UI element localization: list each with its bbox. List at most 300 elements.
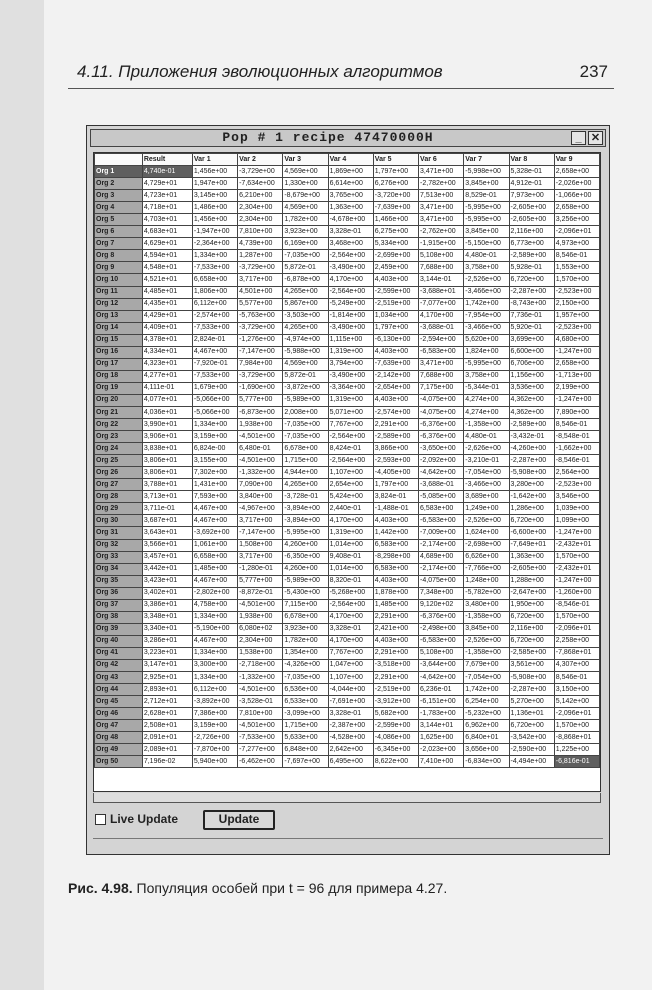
row-header[interactable]: Org 49 xyxy=(95,744,143,756)
table-cell[interactable]: -2,523e+00 xyxy=(554,322,599,334)
table-cell[interactable]: -4,967e+00 xyxy=(238,503,283,515)
table-row[interactable] xyxy=(95,202,600,214)
table-cell[interactable]: 5,620e+00 xyxy=(464,334,509,346)
table-cell[interactable]: 3,845e+00 xyxy=(464,623,509,635)
table-cell[interactable]: 6,112e+00 xyxy=(192,298,237,310)
table-cell[interactable]: 1,456e+00 xyxy=(192,214,237,226)
table-cell[interactable]: 4,467e+00 xyxy=(192,346,237,358)
table-cell[interactable]: -8,548e-01 xyxy=(554,431,599,443)
table-cell[interactable]: 3,386e+01 xyxy=(142,599,192,611)
table-cell[interactable]: -5,085e+00 xyxy=(419,491,464,503)
table-cell[interactable]: -4,528e+00 xyxy=(328,732,373,744)
table-cell[interactable]: 2,440e-01 xyxy=(328,503,373,515)
table-cell[interactable]: -6,816e-01 xyxy=(554,756,599,768)
table-cell[interactable]: 4,274e+00 xyxy=(464,406,509,418)
table-cell[interactable]: 6,480e-01 xyxy=(238,443,283,455)
table-cell[interactable]: 1,319e+00 xyxy=(328,346,373,358)
table-cell[interactable]: 5,328e-01 xyxy=(509,166,554,178)
table-cell[interactable]: 7,196e-02 xyxy=(142,756,192,768)
table-cell[interactable]: 5,777e+00 xyxy=(238,394,283,406)
table-cell[interactable]: 2,712e+01 xyxy=(142,696,192,708)
table-cell[interactable]: -3,892e+00 xyxy=(192,696,237,708)
table-cell[interactable]: 6,626e+00 xyxy=(464,551,509,563)
table-cell[interactable]: -7,533e+00 xyxy=(238,732,283,744)
table-cell[interactable]: 6,533e+00 xyxy=(283,696,328,708)
table-cell[interactable]: 4,435e+01 xyxy=(142,298,192,310)
table-cell[interactable]: 5,142e+00 xyxy=(554,696,599,708)
row-header[interactable]: Org 32 xyxy=(95,539,143,551)
table-cell[interactable]: 2,008e+00 xyxy=(283,406,328,418)
table-cell[interactable]: 5,682e+00 xyxy=(373,708,418,720)
table-cell[interactable]: 8,546e-01 xyxy=(554,672,599,684)
column-header[interactable]: Var 4 xyxy=(328,154,373,166)
table-cell[interactable]: 4,378e+01 xyxy=(142,334,192,346)
table-cell[interactable]: -7,954e+00 xyxy=(464,310,509,322)
table-cell[interactable]: -2,026e+00 xyxy=(554,178,599,190)
table-cell[interactable]: 3,300e+00 xyxy=(192,659,237,671)
table-cell[interactable]: -3,728e-01 xyxy=(283,491,328,503)
table-cell[interactable]: 4,265e+00 xyxy=(283,479,328,491)
table-cell[interactable]: 3,990e+01 xyxy=(142,419,192,431)
table-cell[interactable]: 3,328e-01 xyxy=(328,623,373,635)
table-cell[interactable]: 1,334e+00 xyxy=(192,419,237,431)
table-cell[interactable]: 3,824e-01 xyxy=(373,491,418,503)
row-header[interactable]: Org 43 xyxy=(95,672,143,684)
table-cell[interactable]: 6,275e+00 xyxy=(373,226,418,238)
table-cell[interactable]: 1,034e+00 xyxy=(373,310,418,322)
table-cell[interactable]: -8,872e-01 xyxy=(238,587,283,599)
table-cell[interactable]: 4,170e+00 xyxy=(419,310,464,322)
table-cell[interactable]: -4,501e+00 xyxy=(238,455,283,467)
table-cell[interactable]: 1,782e+00 xyxy=(283,214,328,226)
row-header[interactable]: Org 22 xyxy=(95,419,143,431)
column-header[interactable]: Var 8 xyxy=(509,154,554,166)
table-cell[interactable]: 1,679e+00 xyxy=(192,382,237,394)
table-cell[interactable]: -6,600e+00 xyxy=(509,527,554,539)
table-cell[interactable]: -2,174e+00 xyxy=(419,539,464,551)
table-row[interactable] xyxy=(95,310,600,322)
table-cell[interactable]: 4,260e+00 xyxy=(283,539,328,551)
table-cell[interactable]: -4,044e+00 xyxy=(328,684,373,696)
table-cell[interactable]: 3,838e+01 xyxy=(142,443,192,455)
table-cell[interactable]: -2,564e+00 xyxy=(328,250,373,262)
table-cell[interactable]: 5,872e-01 xyxy=(283,370,328,382)
table-cell[interactable]: 4,362e+00 xyxy=(509,394,554,406)
table-cell[interactable]: 3,536e+00 xyxy=(509,382,554,394)
table-cell[interactable]: 3,717e+00 xyxy=(238,274,283,286)
table-cell[interactable]: 3,788e+01 xyxy=(142,479,192,491)
table-cell[interactable]: 3,471e+00 xyxy=(419,358,464,370)
table-cell[interactable]: 6,678e+00 xyxy=(283,611,328,623)
table-cell[interactable]: -3,872e+00 xyxy=(283,382,328,394)
table-cell[interactable]: 1,878e+00 xyxy=(373,587,418,599)
table-cell[interactable]: 1,334e+00 xyxy=(192,611,237,623)
row-header[interactable]: Org 38 xyxy=(95,611,143,623)
table-cell[interactable]: 2,258e+00 xyxy=(554,635,599,647)
table-cell[interactable]: -2,432e+01 xyxy=(554,563,599,575)
table-row[interactable] xyxy=(95,551,600,563)
table-cell[interactable]: 7,984e+00 xyxy=(238,358,283,370)
table-cell[interactable]: 1,431e+00 xyxy=(192,479,237,491)
table-cell[interactable]: -3,720e+00 xyxy=(373,190,418,202)
table-cell[interactable]: 3,144e-01 xyxy=(419,274,464,286)
table-cell[interactable]: 1,047e+00 xyxy=(328,659,373,671)
table-cell[interactable]: -1,488e-01 xyxy=(373,503,418,515)
table-cell[interactable]: -2,526e+00 xyxy=(464,635,509,647)
table-cell[interactable]: -8,743e+00 xyxy=(509,298,554,310)
table-cell[interactable]: 6,720e+00 xyxy=(509,515,554,527)
table-cell[interactable]: 2,291e+00 xyxy=(373,647,418,659)
table-cell[interactable]: -6,462e+00 xyxy=(238,756,283,768)
table-cell[interactable]: -5,249e+00 xyxy=(328,298,373,310)
table-cell[interactable]: 8,622e+00 xyxy=(373,756,418,768)
table-row[interactable] xyxy=(95,744,600,756)
table-cell[interactable]: -2,599e+00 xyxy=(373,720,418,732)
table-cell[interactable]: -7,697e+00 xyxy=(283,756,328,768)
table-cell[interactable]: 3,765e+00 xyxy=(328,190,373,202)
table-cell[interactable]: 8,320e-01 xyxy=(328,575,373,587)
table-cell[interactable]: 5,424e+00 xyxy=(328,491,373,503)
table-cell[interactable]: -1,066e+00 xyxy=(554,190,599,202)
update-button[interactable]: Update xyxy=(203,810,275,830)
table-cell[interactable]: 3,717e+00 xyxy=(238,515,283,527)
table-cell[interactable]: -5,998e+00 xyxy=(464,166,509,178)
table-cell[interactable]: -5,988e+00 xyxy=(283,346,328,358)
table-row[interactable] xyxy=(95,346,600,358)
table-row[interactable] xyxy=(95,419,600,431)
table-cell[interactable]: 4,307e+00 xyxy=(554,659,599,671)
table-cell[interactable]: 2,642e+00 xyxy=(328,744,373,756)
table-cell[interactable]: 4,758e+00 xyxy=(192,599,237,611)
table-cell[interactable]: 4,403e+00 xyxy=(373,515,418,527)
table-cell[interactable]: 3,906e+01 xyxy=(142,431,192,443)
table-row[interactable] xyxy=(95,623,600,635)
table-cell[interactable]: 1,156e+00 xyxy=(509,370,554,382)
table-cell[interactable]: -6,583e+00 xyxy=(419,515,464,527)
row-header[interactable]: Org 30 xyxy=(95,515,143,527)
table-cell[interactable]: -5,908e+00 xyxy=(509,672,554,684)
table-cell[interactable]: -2,364e+00 xyxy=(192,238,237,250)
table-cell[interactable]: 2,116e+00 xyxy=(509,226,554,238)
row-header[interactable]: Org 25 xyxy=(95,455,143,467)
table-row[interactable] xyxy=(95,166,600,178)
title-bar[interactable] xyxy=(90,129,606,147)
table-cell[interactable]: -6,376e+00 xyxy=(419,611,464,623)
table-cell[interactable]: -4,086e+00 xyxy=(373,732,418,744)
table-cell[interactable]: -4,501e+00 xyxy=(238,720,283,732)
table-cell[interactable]: 3,758e+00 xyxy=(464,370,509,382)
table-cell[interactable]: 1,363e+00 xyxy=(328,202,373,214)
table-cell[interactable]: -5,344e-01 xyxy=(464,382,509,394)
column-header[interactable]: Var 2 xyxy=(238,154,283,166)
table-cell[interactable]: 6,276e+00 xyxy=(373,178,418,190)
table-cell[interactable]: -5,268e+00 xyxy=(328,587,373,599)
table-cell[interactable]: 4,944e+00 xyxy=(283,467,328,479)
table-cell[interactable]: 6,720e+00 xyxy=(509,720,554,732)
table-cell[interactable]: -2,726e+00 xyxy=(192,732,237,744)
table-cell[interactable]: 7,688e+00 xyxy=(419,262,464,274)
table-cell[interactable]: -2,590e+00 xyxy=(509,744,554,756)
table-cell[interactable]: 7,386e+00 xyxy=(192,708,237,720)
table-cell[interactable]: -2,387e+00 xyxy=(328,720,373,732)
table-cell[interactable]: -2,519e+00 xyxy=(373,298,418,310)
table-cell[interactable]: 9,120e+02 xyxy=(419,599,464,611)
table-cell[interactable]: -3,528e-01 xyxy=(238,696,283,708)
table-cell[interactable]: 4,323e+01 xyxy=(142,358,192,370)
row-header[interactable]: Org 34 xyxy=(95,563,143,575)
table-cell[interactable]: -8,546e-01 xyxy=(554,455,599,467)
table-cell[interactable]: 1,715e+00 xyxy=(283,720,328,732)
table-row[interactable] xyxy=(95,527,600,539)
table-cell[interactable]: -1,662e+00 xyxy=(554,443,599,455)
table-cell[interactable]: 1,797e+00 xyxy=(373,479,418,491)
table-cell[interactable]: -8,679e+00 xyxy=(283,190,328,202)
table-cell[interactable]: -5,782e+00 xyxy=(464,587,509,599)
table-row[interactable] xyxy=(95,274,600,286)
table-cell[interactable]: -1,713e+00 xyxy=(554,370,599,382)
table-cell[interactable]: 2,304e+00 xyxy=(238,214,283,226)
column-header[interactable]: Var 3 xyxy=(283,154,328,166)
table-cell[interactable]: 4,077e+01 xyxy=(142,394,192,406)
table-cell[interactable]: 1,869e+00 xyxy=(328,166,373,178)
table-cell[interactable]: -7,077e+00 xyxy=(419,298,464,310)
table-cell[interactable]: 6,210e+00 xyxy=(238,190,283,202)
row-header[interactable]: Org 11 xyxy=(95,286,143,298)
table-row[interactable] xyxy=(95,635,600,647)
table-cell[interactable]: 1,782e+00 xyxy=(283,635,328,647)
table-row[interactable] xyxy=(95,575,600,587)
table-cell[interactable]: 6,840e+01 xyxy=(464,732,509,744)
table-cell[interactable]: 2,291e+00 xyxy=(373,419,418,431)
table-cell[interactable]: -3,894e+00 xyxy=(283,503,328,515)
table-cell[interactable]: 3,546e+00 xyxy=(554,491,599,503)
table-cell[interactable]: 3,442e+01 xyxy=(142,563,192,575)
table-row[interactable] xyxy=(95,286,600,298)
table-cell[interactable]: 3,758e+00 xyxy=(464,262,509,274)
table-cell[interactable]: 4,403e+00 xyxy=(373,635,418,647)
table-cell[interactable]: 2,459e+00 xyxy=(373,262,418,274)
table-cell[interactable]: 3,468e+00 xyxy=(328,238,373,250)
row-header[interactable]: Org 24 xyxy=(95,443,143,455)
table-cell[interactable]: 4,265e+00 xyxy=(283,322,328,334)
table-cell[interactable]: -7,634e+00 xyxy=(238,178,283,190)
table-cell[interactable]: -3,688e-01 xyxy=(419,322,464,334)
table-row[interactable] xyxy=(95,455,600,467)
table-cell[interactable]: 4,265e+00 xyxy=(283,286,328,298)
row-header[interactable]: Org 26 xyxy=(95,467,143,479)
table-cell[interactable]: 1,938e+00 xyxy=(238,611,283,623)
table-row[interactable] xyxy=(95,214,600,226)
row-header[interactable]: Org 46 xyxy=(95,708,143,720)
horizontal-scrollbar[interactable] xyxy=(93,793,601,803)
row-header[interactable]: Org 44 xyxy=(95,684,143,696)
table-row[interactable] xyxy=(95,732,600,744)
table-cell[interactable]: 4,521e+01 xyxy=(142,274,192,286)
table-cell[interactable]: 2,824e-01 xyxy=(192,334,237,346)
table-cell[interactable]: 3,223e+01 xyxy=(142,647,192,659)
table-cell[interactable]: -2,585e+00 xyxy=(509,647,554,659)
table-cell[interactable]: 6,678e+00 xyxy=(283,443,328,455)
table-row[interactable] xyxy=(95,358,600,370)
table-cell[interactable]: -7,639e+00 xyxy=(373,358,418,370)
table-cell[interactable]: 4,170e+00 xyxy=(328,515,373,527)
table-cell[interactable]: -4,678e+00 xyxy=(328,214,373,226)
table-cell[interactable]: 4,569e+00 xyxy=(283,202,328,214)
table-cell[interactable]: -4,501e+00 xyxy=(238,431,283,443)
table-cell[interactable]: 6,773e+00 xyxy=(509,238,554,250)
table-cell[interactable]: -1,947e+00 xyxy=(192,226,237,238)
table-cell[interactable]: 3,402e+01 xyxy=(142,587,192,599)
table-cell[interactable]: -2,589e+00 xyxy=(509,250,554,262)
table-cell[interactable]: 3,794e+00 xyxy=(328,358,373,370)
table-cell[interactable]: 3,689e+00 xyxy=(464,491,509,503)
table-cell[interactable]: -2,498e+00 xyxy=(419,623,464,635)
table-cell[interactable]: 2,116e+00 xyxy=(509,623,554,635)
row-header[interactable]: Org 15 xyxy=(95,334,143,346)
table-cell[interactable]: 5,940e+00 xyxy=(192,756,237,768)
table-cell[interactable]: 1,957e+00 xyxy=(554,310,599,322)
column-header[interactable]: Var 9 xyxy=(554,154,599,166)
row-header[interactable]: Org 2 xyxy=(95,178,143,190)
table-cell[interactable]: -2,589e+00 xyxy=(509,419,554,431)
table-cell[interactable]: 1,742e+00 xyxy=(464,298,509,310)
column-header[interactable]: Result xyxy=(142,154,192,166)
table-cell[interactable]: 8,424e-01 xyxy=(328,443,373,455)
table-cell[interactable]: -2,564e+00 xyxy=(328,286,373,298)
table-cell[interactable]: 1,570e+00 xyxy=(554,611,599,623)
table-cell[interactable]: 1,797e+00 xyxy=(373,322,418,334)
table-row[interactable] xyxy=(95,756,600,768)
table-cell[interactable]: 6,112e+00 xyxy=(192,684,237,696)
table-cell[interactable]: 2,089e+01 xyxy=(142,744,192,756)
table-cell[interactable]: 7,593e+00 xyxy=(192,491,237,503)
table-cell[interactable]: 1,288e+00 xyxy=(509,575,554,587)
table-cell[interactable]: -2,564e+00 xyxy=(328,455,373,467)
table-cell[interactable]: 3,150e+00 xyxy=(554,684,599,696)
table-cell[interactable]: 2,199e+00 xyxy=(554,382,599,394)
table-cell[interactable]: -3,729e+00 xyxy=(238,322,283,334)
table-cell[interactable]: 5,270e+00 xyxy=(509,696,554,708)
table-cell[interactable]: -7,054e+00 xyxy=(464,467,509,479)
table-cell[interactable]: -2,699e+00 xyxy=(373,250,418,262)
table-cell[interactable]: 1,508e+00 xyxy=(238,539,283,551)
table-cell[interactable]: 1,570e+00 xyxy=(554,551,599,563)
table-cell[interactable]: 8,529e-01 xyxy=(464,190,509,202)
table-cell[interactable]: 1,249e+00 xyxy=(464,503,509,515)
table-cell[interactable]: 6,583e+00 xyxy=(373,563,418,575)
table-cell[interactable]: -3,688e+01 xyxy=(419,286,464,298)
table-cell[interactable]: 4,480e-01 xyxy=(464,431,509,443)
table-cell[interactable]: 7,302e+00 xyxy=(192,467,237,479)
table-cell[interactable]: -5,995e+00 xyxy=(464,214,509,226)
table-cell[interactable]: 1,136e+01 xyxy=(509,708,554,720)
table-row[interactable] xyxy=(95,190,600,202)
table-row[interactable] xyxy=(95,672,600,684)
table-cell[interactable]: -1,276e+00 xyxy=(238,334,283,346)
table-cell[interactable]: -4,075e+00 xyxy=(419,394,464,406)
table-cell[interactable]: 7,513e+00 xyxy=(419,190,464,202)
table-cell[interactable]: -2,564e+00 xyxy=(328,431,373,443)
table-cell[interactable]: 4,277e+01 xyxy=(142,370,192,382)
table-cell[interactable]: -2,092e+00 xyxy=(419,455,464,467)
table-row[interactable] xyxy=(95,684,600,696)
table-cell[interactable]: 1,625e+00 xyxy=(419,732,464,744)
table-cell[interactable]: -2,698e+00 xyxy=(464,539,509,551)
table-row[interactable] xyxy=(95,599,600,611)
table-row[interactable] xyxy=(95,647,600,659)
table-cell[interactable]: -2,174e+00 xyxy=(419,563,464,575)
table-cell[interactable]: 3,923e+00 xyxy=(283,226,328,238)
table-cell[interactable]: 1,570e+00 xyxy=(554,274,599,286)
table-cell[interactable]: 2,658e+00 xyxy=(554,358,599,370)
table-cell[interactable]: -4,326e+00 xyxy=(283,659,328,671)
table-cell[interactable]: -6,350e+00 xyxy=(283,551,328,563)
table-cell[interactable]: -5,995e+00 xyxy=(283,527,328,539)
table-cell[interactable]: 2,508e+01 xyxy=(142,720,192,732)
table-cell[interactable]: -2,096e+01 xyxy=(554,708,599,720)
row-header[interactable]: Org 6 xyxy=(95,226,143,238)
table-cell[interactable]: -4,075e+00 xyxy=(419,575,464,587)
table-cell[interactable]: 3,923e+00 xyxy=(283,623,328,635)
table-cell[interactable]: 7,348e+00 xyxy=(419,587,464,599)
table-cell[interactable]: 3,643e+01 xyxy=(142,527,192,539)
table-cell[interactable]: -1,642e+00 xyxy=(509,491,554,503)
table-cell[interactable]: -2,432e+01 xyxy=(554,539,599,551)
column-header[interactable]: Var 6 xyxy=(419,154,464,166)
table-cell[interactable]: 3,806e+01 xyxy=(142,467,192,479)
table-cell[interactable]: -1,247e+00 xyxy=(554,527,599,539)
table-cell[interactable]: -4,642e+00 xyxy=(419,467,464,479)
row-header[interactable]: Org 16 xyxy=(95,346,143,358)
row-header[interactable]: Org 36 xyxy=(95,587,143,599)
table-cell[interactable]: 3,159e+00 xyxy=(192,431,237,443)
table-cell[interactable]: 4,729e+01 xyxy=(142,178,192,190)
table-cell[interactable]: -7,147e+00 xyxy=(238,346,283,358)
table-cell[interactable]: -3,466e+00 xyxy=(464,322,509,334)
table-cell[interactable]: 5,928e-01 xyxy=(509,262,554,274)
table-cell[interactable]: -2,626e+00 xyxy=(464,443,509,455)
table-cell[interactable]: 1,950e+00 xyxy=(509,599,554,611)
table-cell[interactable]: 3,423e+01 xyxy=(142,575,192,587)
table-cell[interactable]: 3,340e+01 xyxy=(142,623,192,635)
table-cell[interactable]: 1,039e+00 xyxy=(554,503,599,515)
table-cell[interactable]: -1,915e+00 xyxy=(419,238,464,250)
table-cell[interactable]: 1,286e+00 xyxy=(509,503,554,515)
table-row[interactable] xyxy=(95,611,600,623)
table-cell[interactable]: 1,947e+00 xyxy=(192,178,237,190)
table-cell[interactable]: 3,280e+00 xyxy=(509,479,554,491)
table-cell[interactable]: 5,920e-01 xyxy=(509,322,554,334)
table-cell[interactable]: 4,403e+00 xyxy=(373,394,418,406)
row-header[interactable]: Org 42 xyxy=(95,659,143,671)
table-cell[interactable]: 4,973e+00 xyxy=(554,238,599,250)
table-cell[interactable]: -4,974e+00 xyxy=(283,334,328,346)
table-cell[interactable]: 3,717e+00 xyxy=(238,551,283,563)
table-cell[interactable]: -7,920e-01 xyxy=(192,358,237,370)
table-cell[interactable]: 6,962e+00 xyxy=(464,720,509,732)
table-cell[interactable]: -2,654e+00 xyxy=(373,382,418,394)
table-cell[interactable]: -8,298e+00 xyxy=(373,551,418,563)
table-cell[interactable]: 4,723e+01 xyxy=(142,190,192,202)
table-cell[interactable]: 5,777e+00 xyxy=(238,575,283,587)
table-cell[interactable]: 5,577e+00 xyxy=(238,298,283,310)
table-cell[interactable]: 6,720e+00 xyxy=(509,611,554,623)
table-cell[interactable]: -3,729e+00 xyxy=(238,370,283,382)
table-cell[interactable]: -4,405e+00 xyxy=(373,467,418,479)
table-cell[interactable]: 4,501e+00 xyxy=(238,286,283,298)
table-cell[interactable]: 7,767e+00 xyxy=(328,647,373,659)
table-cell[interactable]: 3,147e+01 xyxy=(142,659,192,671)
